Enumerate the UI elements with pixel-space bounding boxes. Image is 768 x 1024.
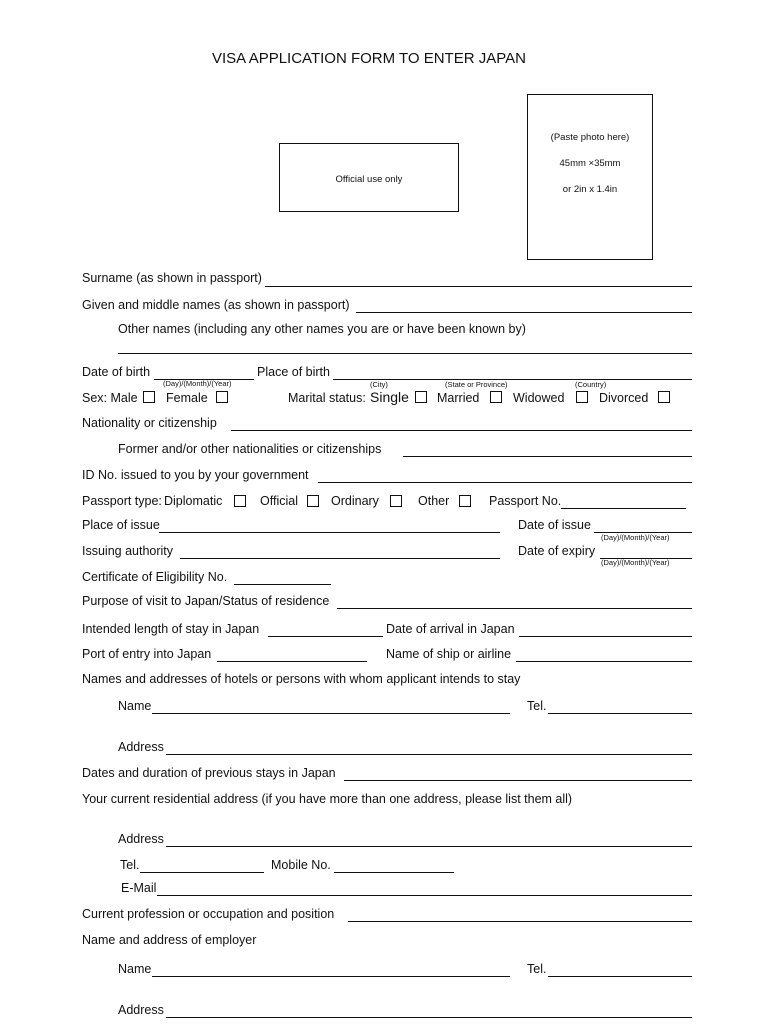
ship-airline-field[interactable] bbox=[516, 661, 692, 662]
passport-other-checkbox[interactable] bbox=[459, 495, 471, 507]
employer-address-field[interactable] bbox=[166, 1017, 692, 1018]
id-number-field[interactable] bbox=[318, 482, 692, 483]
passport-official-checkbox[interactable] bbox=[307, 495, 319, 507]
passport-ordinary-checkbox[interactable] bbox=[390, 495, 402, 507]
nationality-label: Nationality or citizenship bbox=[82, 416, 217, 430]
nationality-field[interactable] bbox=[231, 430, 692, 431]
date-of-expiry-format-hint: (Day)/(Month)/(Year) bbox=[601, 558, 670, 567]
issuing-authority-label: Issuing authority bbox=[82, 544, 174, 558]
sex-label: Sex: Male bbox=[82, 391, 138, 405]
residential-address-field[interactable] bbox=[166, 846, 692, 847]
employer-tel-field[interactable] bbox=[548, 976, 692, 977]
photo-box-line2: 45mm ×35mm bbox=[559, 158, 621, 169]
hotel-tel-label: Tel. bbox=[527, 699, 547, 713]
certificate-eligibility-field[interactable] bbox=[234, 584, 331, 585]
purpose-of-visit-field[interactable] bbox=[337, 608, 692, 609]
id-number-label: ID No. issued to you by your government bbox=[82, 468, 309, 482]
former-nationalities-field[interactable] bbox=[403, 456, 692, 457]
employer-address-label: Address bbox=[118, 1003, 164, 1017]
certificate-eligibility-label: Certificate of Eligibility No. bbox=[82, 570, 228, 584]
date-of-arrival-label: Date of arrival in Japan bbox=[386, 622, 515, 636]
marital-divorced-label: Divorced bbox=[599, 391, 649, 405]
surname-label: Surname (as shown in passport) bbox=[82, 271, 262, 285]
marital-married-label: Married bbox=[437, 391, 480, 405]
current-address-label: Your current residential address (if you have more than one address, please list them all) bbox=[82, 792, 573, 806]
page-title: VISA APPLICATION FORM TO ENTER JAPAN bbox=[212, 50, 526, 67]
marital-married-checkbox[interactable] bbox=[490, 391, 502, 403]
passport-number-field[interactable] bbox=[561, 508, 686, 509]
employer-name-field[interactable] bbox=[152, 976, 510, 977]
mobile-label: Mobile No. bbox=[271, 858, 331, 872]
port-of-entry-field[interactable] bbox=[217, 661, 367, 662]
hotel-address-label: Address bbox=[118, 740, 164, 754]
pob-city-hint: (City) bbox=[370, 380, 388, 389]
marital-single-label: Single bbox=[370, 389, 409, 405]
previous-stays-label: Dates and duration of previous stays in Japan bbox=[82, 766, 336, 780]
mobile-field[interactable] bbox=[334, 872, 454, 873]
port-of-entry-label: Port of entry into Japan bbox=[82, 647, 212, 661]
official-use-label: Official use only bbox=[335, 174, 403, 185]
given-names-field[interactable] bbox=[356, 312, 692, 313]
residential-tel-field[interactable] bbox=[140, 872, 264, 873]
purpose-of-visit-label: Purpose of visit to Japan/Status of residence bbox=[82, 594, 330, 608]
residential-address-label: Address bbox=[118, 832, 164, 846]
profession-label: Current profession or occupation and position bbox=[82, 907, 335, 921]
date-of-issue-format-hint: (Day)/(Month)/(Year) bbox=[601, 533, 670, 542]
email-label: E-Mail bbox=[121, 881, 157, 895]
photo-box-line3: or 2in x 1.4in bbox=[562, 184, 618, 195]
email-field[interactable] bbox=[157, 895, 692, 896]
hotel-address-field[interactable] bbox=[166, 754, 692, 755]
marital-divorced-checkbox[interactable] bbox=[658, 391, 670, 403]
passport-diplomatic-checkbox[interactable] bbox=[234, 495, 246, 507]
passport-type-label: Passport type: bbox=[82, 494, 162, 508]
date-of-expiry-label: Date of expiry bbox=[518, 544, 596, 558]
sex-female-label: Female bbox=[166, 391, 208, 405]
date-of-issue-label: Date of issue bbox=[518, 518, 591, 532]
employer-tel-label: Tel. bbox=[527, 962, 547, 976]
photo-box-line1: (Paste photo here) bbox=[550, 132, 630, 143]
marital-widowed-checkbox[interactable] bbox=[576, 391, 588, 403]
marital-status-label: Marital status: bbox=[288, 391, 366, 405]
profession-field[interactable] bbox=[348, 921, 692, 922]
pob-state-hint: (State or Province) bbox=[445, 380, 508, 389]
employer-name-label: Name bbox=[118, 962, 152, 976]
marital-widowed-label: Widowed bbox=[513, 391, 565, 405]
dob-label: Date of birth bbox=[82, 365, 151, 379]
length-of-stay-field[interactable] bbox=[268, 636, 383, 637]
date-of-arrival-field[interactable] bbox=[519, 636, 692, 637]
photo-box[interactable] bbox=[527, 94, 653, 260]
passport-number-label: Passport No. bbox=[489, 494, 562, 508]
place-of-issue-label: Place of issue bbox=[82, 518, 160, 532]
ship-airline-label: Name of ship or airline bbox=[386, 647, 512, 661]
hotels-label: Names and addresses of hotels or persons with whom applicant intends to stay bbox=[82, 672, 521, 686]
dob-format-hint: (Day)/(Month)/(Year) bbox=[163, 379, 232, 388]
passport-other-label: Other bbox=[418, 494, 450, 508]
passport-ordinary-label: Ordinary bbox=[331, 494, 379, 508]
residential-tel-label: Tel. bbox=[120, 858, 140, 872]
hotel-name-field[interactable] bbox=[152, 713, 510, 714]
marital-single-checkbox[interactable] bbox=[415, 391, 427, 403]
hotel-tel-field[interactable] bbox=[548, 713, 692, 714]
other-names-label: Other names (including any other names you are or have been known by) bbox=[118, 322, 526, 336]
surname-field[interactable] bbox=[265, 286, 692, 287]
pob-label: Place of birth bbox=[257, 365, 330, 379]
official-use-box bbox=[279, 143, 459, 212]
given-names-label: Given and middle names (as shown in passport) bbox=[82, 298, 350, 312]
place-of-issue-field[interactable] bbox=[159, 532, 500, 533]
sex-female-checkbox[interactable] bbox=[216, 391, 228, 403]
former-nationalities-label: Former and/or other nationalities or citizenships bbox=[118, 442, 382, 456]
issuing-authority-field[interactable] bbox=[180, 558, 500, 559]
length-of-stay-label: Intended length of stay in Japan bbox=[82, 622, 260, 636]
sex-male-checkbox[interactable] bbox=[143, 391, 155, 403]
hotel-name-label: Name bbox=[118, 699, 152, 713]
employer-label: Name and address of employer bbox=[82, 933, 257, 947]
passport-official-label: Official bbox=[260, 494, 298, 508]
previous-stays-field[interactable] bbox=[344, 780, 692, 781]
passport-diplomatic-label: Diplomatic bbox=[164, 494, 223, 508]
other-names-field[interactable] bbox=[118, 353, 692, 354]
pob-country-hint: (Country) bbox=[575, 380, 607, 389]
